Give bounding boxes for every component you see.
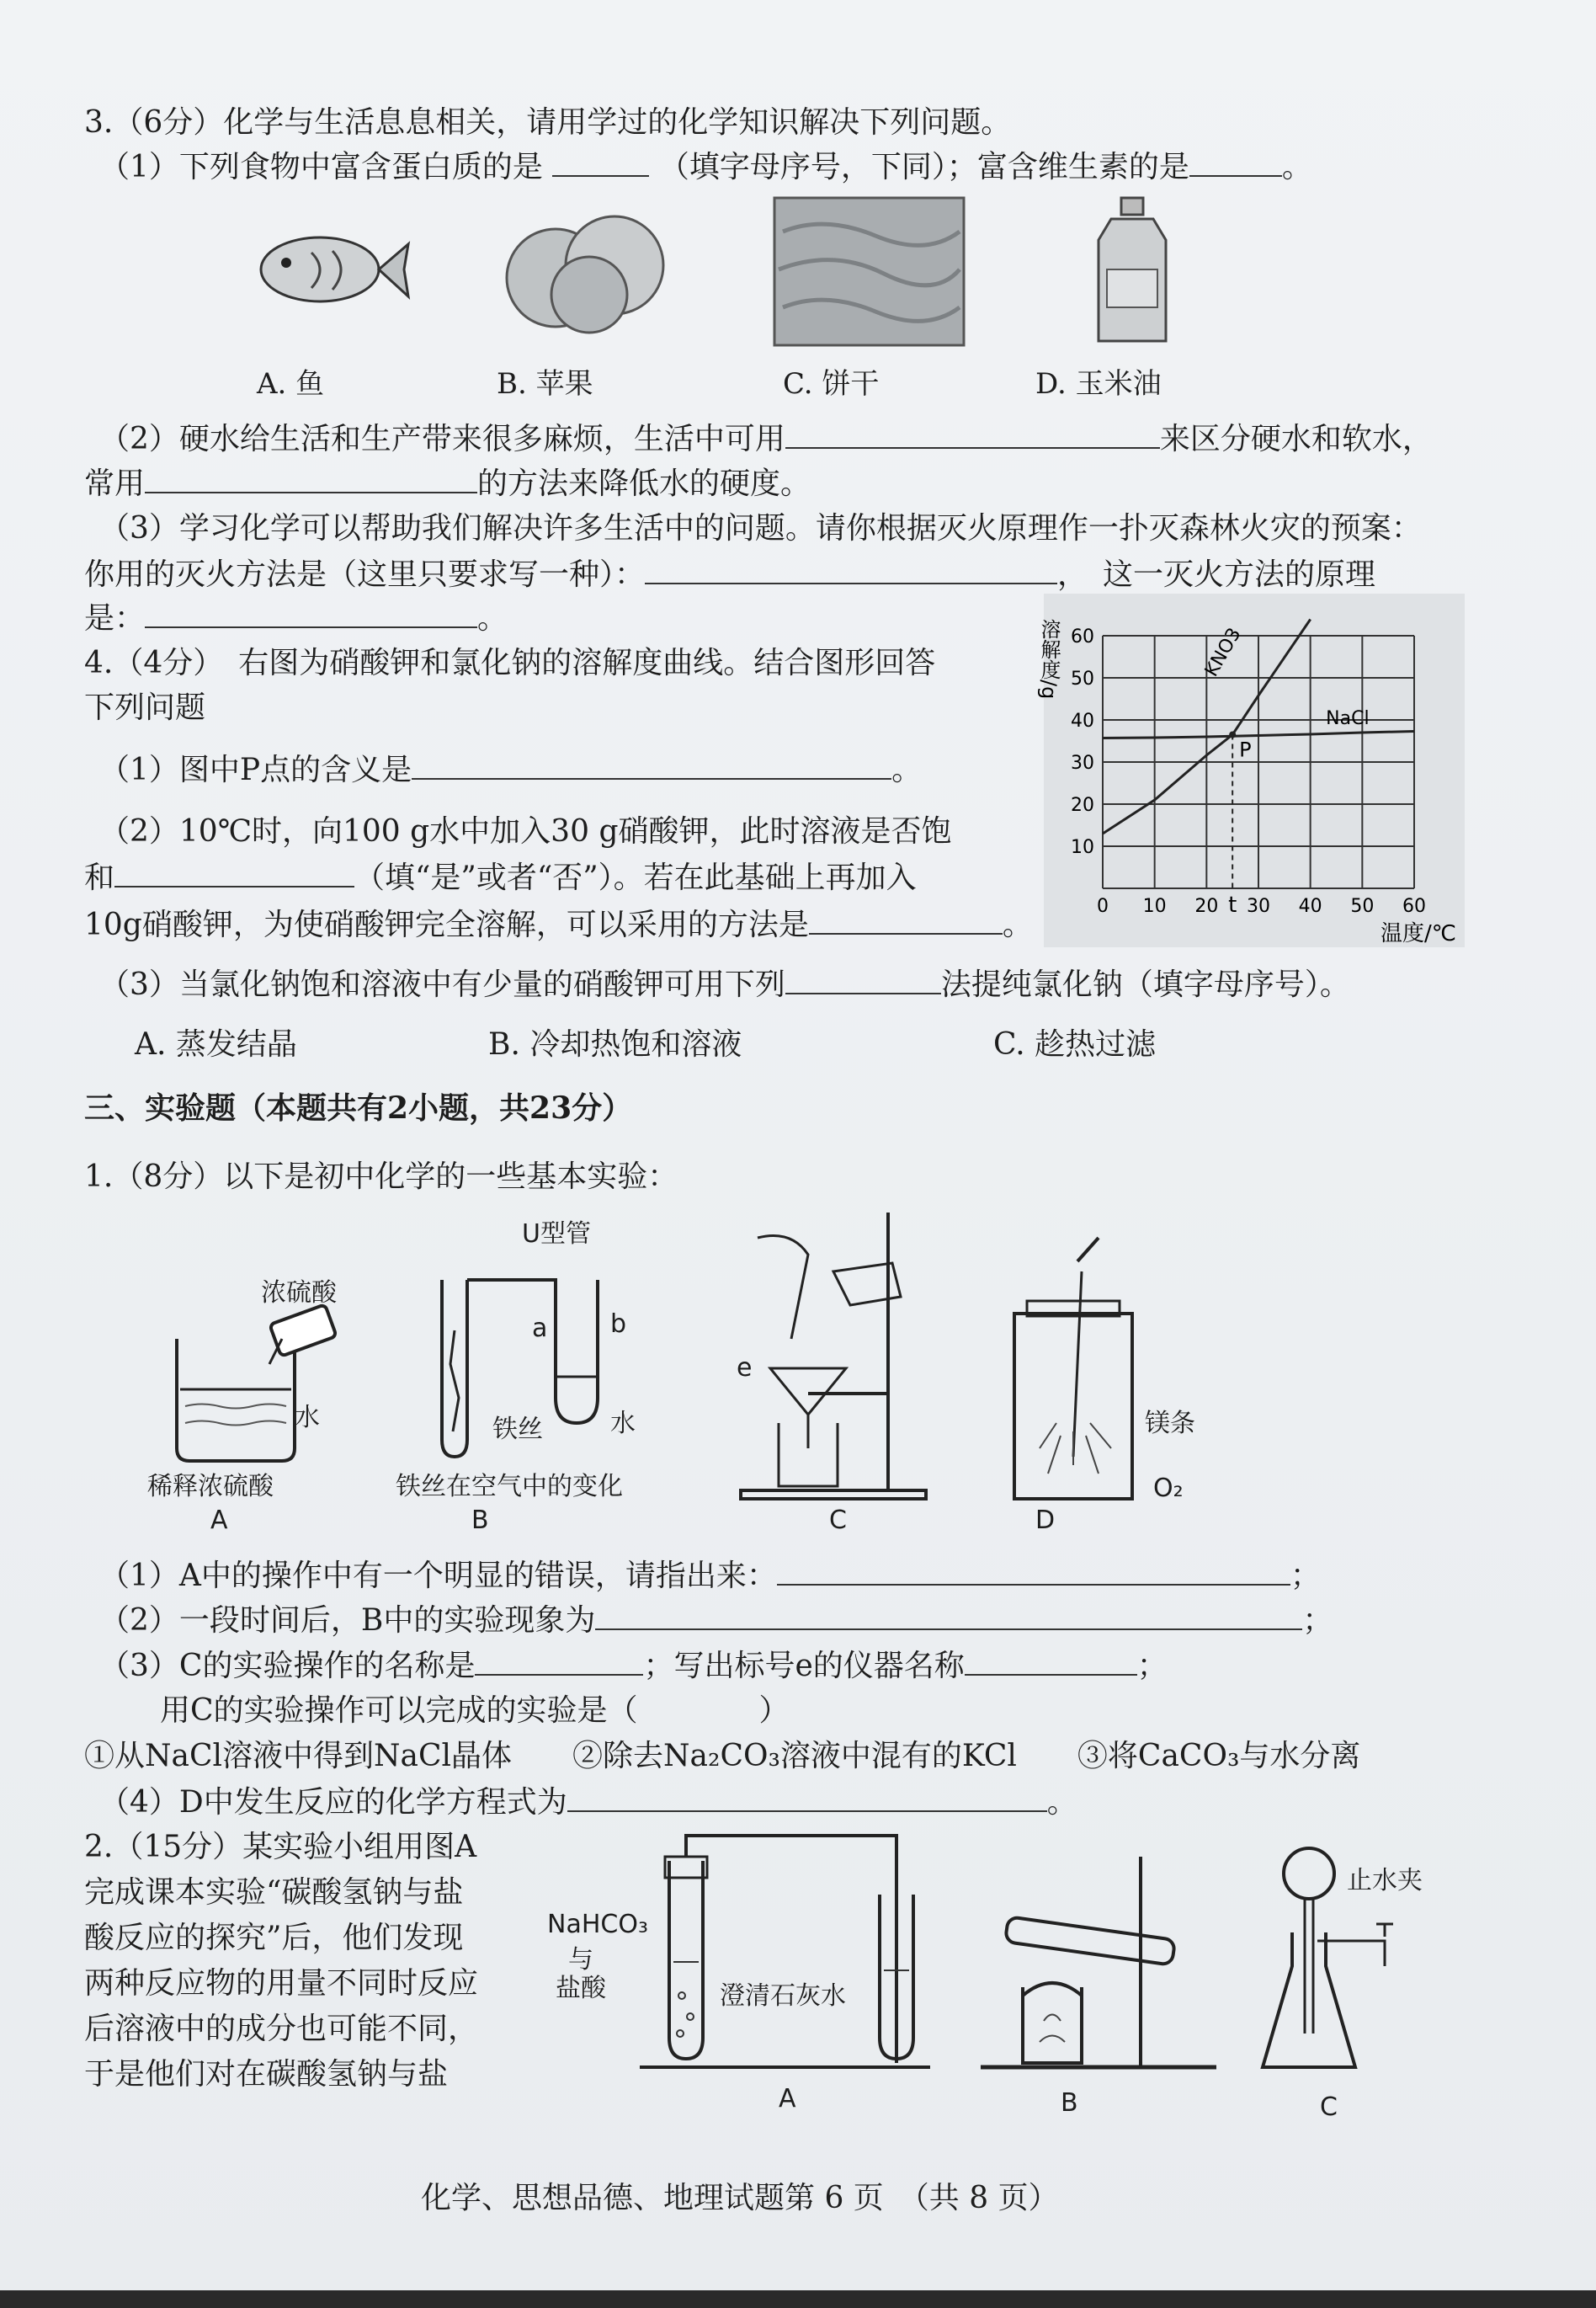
- q3-part3-end: [84, 596, 508, 641]
- food-label-a: A. 鱼: [257, 367, 325, 401]
- chart-background: [1044, 594, 1465, 947]
- series-label-kno3: KNO3: [1200, 624, 1246, 680]
- corn-oil-image: [1086, 194, 1178, 349]
- q4-title: 4.（4分） 右图为硝酸钾和氯化钠的溶解度曲线。结合图形回答: [84, 646, 936, 680]
- q3-p3-text-b: 你用的灭火方法是（这里只要求写一种）：: [84, 557, 646, 592]
- s3-q2-line6: 于是他们对在碳酸氢钠与盐: [84, 2057, 449, 2092]
- q4-part3: [99, 962, 1350, 1007]
- y-tick-label: 20: [1071, 795, 1094, 816]
- s3-q2-line5: 后溶液中的成分也可能不同，: [84, 2012, 479, 2046]
- answer-blank[interactable]: [785, 417, 1160, 449]
- q2-figure-a: [640, 1827, 943, 2088]
- q4-p3-text-a: （3）当氯化钠饱和溶液中有少量的硝酸钾可用下列: [99, 967, 785, 1002]
- answer-blank[interactable]: [777, 1554, 1290, 1586]
- s3-q2-line1: 2.（15分）某实验小组用图A: [84, 1830, 477, 1864]
- q2-letter-b: B: [1061, 2088, 1078, 2118]
- s3-q2-line4: 两种反应物的用量不同时反应: [84, 1966, 479, 2001]
- x-tick-label: 50: [1350, 896, 1375, 917]
- label-iron-wire: 铁丝: [492, 1415, 543, 1444]
- x-axis-label: 温度/℃: [1381, 921, 1456, 946]
- figure-letter-d: D: [1035, 1506, 1056, 1535]
- q1-p3-text-b: ；写出标号e的仪器名称: [643, 1649, 965, 1683]
- q1-p2-semi: ；: [1302, 1603, 1333, 1638]
- answer-blank[interactable]: [595, 1598, 1302, 1630]
- label-and: 与: [568, 1945, 593, 1975]
- q3-p3-text-c: ， 这一灭火方法的原理: [1057, 557, 1376, 592]
- q3-p2-text-d: 的方法来降低水的硬度。: [477, 466, 811, 501]
- s3-q1-part2: [99, 1598, 1333, 1643]
- apple-image: [492, 206, 678, 333]
- s3-q1-part3-cont: 用C的实验操作可以完成的实验是（ ）: [160, 1693, 790, 1728]
- answer-blank[interactable]: [412, 748, 891, 780]
- y-tick-label: 40: [1071, 711, 1094, 732]
- s3-q1-choices: ①从NaCl溶液中得到NaCl晶体 ②除去Na₂CO₃溶液中混有的KCl ③将CaCO₃与水分离: [84, 1739, 1361, 1773]
- answer-blank[interactable]: [567, 1780, 1047, 1812]
- solubility-chart: [1037, 594, 1465, 947]
- scan-edge: [0, 2290, 1596, 2308]
- q4-part2-cont: [84, 856, 917, 900]
- q3-p3-text-d: 是：: [84, 601, 146, 636]
- figure-letter-c: C: [829, 1506, 847, 1535]
- label-limewater: 澄清石灰水: [720, 1981, 846, 2011]
- q1-p2-text: （2）一段时间后，B中的实验现象为: [99, 1603, 596, 1638]
- q4-p1-end: 。: [891, 753, 923, 787]
- caption-a: 稀释浓硫酸: [147, 1472, 274, 1501]
- q3-p1-text-b: （填字母序号，下同）；富含维生素的是: [658, 150, 1189, 184]
- q3-part3: （3）学习化学可以帮助我们解决许多生活中的问题。请你根据灭火原理作一扑灭森林火灾的预案：: [99, 511, 1422, 546]
- answer-blank[interactable]: [145, 596, 477, 628]
- y-tick-label: 10: [1071, 837, 1094, 858]
- s3-q2-line2: 完成课本实验“碳酸氢钠与盐: [84, 1875, 464, 1910]
- y-tick-label: 50: [1071, 669, 1094, 690]
- q4-p2-text-d: 10g硝酸钾，为使硝酸钾完全溶解，可以采用的方法是: [84, 908, 809, 942]
- q3-part3-cont: [84, 552, 1375, 597]
- s3-q1-part1: [99, 1554, 1321, 1598]
- x-tick-label: t: [1228, 893, 1237, 918]
- figure-letter-b: B: [471, 1506, 489, 1535]
- q4-part2-end: [84, 903, 1033, 947]
- figure-a-dilution: [168, 1280, 354, 1482]
- food-label-d: D. 玉米油: [1035, 367, 1162, 401]
- label-conc-acid: 浓硫酸: [261, 1278, 337, 1308]
- label-side-b: b: [610, 1309, 627, 1339]
- q2-letter-a: A: [779, 2084, 796, 2113]
- q4-p2-text-c: （填“是”或者“否”）。若在此基础上再加入: [354, 861, 917, 895]
- x-tick-label: 10: [1142, 896, 1167, 917]
- series-label-nacl: NaCl: [1326, 708, 1370, 729]
- label-magnesium: 镁条: [1145, 1409, 1195, 1438]
- q3-part1: [99, 145, 1312, 189]
- q3-p1-end: 。: [1281, 150, 1312, 184]
- s3-q1-title: 1.（8分）以下是初中化学的一些基本实验：: [84, 1159, 678, 1194]
- x-tick-label: 0: [1097, 896, 1109, 917]
- label-oxygen: O₂: [1153, 1474, 1184, 1503]
- q4-option-b: B. 冷却热饱和溶液: [488, 1027, 742, 1062]
- answer-blank[interactable]: [785, 962, 941, 994]
- y-tick-label: 60: [1071, 626, 1094, 648]
- q1-p1-semi: ；: [1290, 1559, 1321, 1593]
- answer-blank[interactable]: [552, 145, 649, 177]
- q1-p3-semi: ；: [1136, 1649, 1168, 1683]
- q4-title-cont: 下列问题: [84, 690, 206, 725]
- answer-blank[interactable]: [1189, 145, 1282, 177]
- answer-blank[interactable]: [475, 1644, 643, 1676]
- answer-blank[interactable]: [645, 552, 1057, 584]
- q4-part1: [99, 748, 922, 792]
- s3-q2-line3: 酸反应的探究”后，他们发现: [84, 1921, 464, 1955]
- x-tick-label: 30: [1247, 896, 1270, 917]
- q2-figure-b: [972, 1852, 1225, 2088]
- label-u-tube: U型管: [522, 1219, 591, 1249]
- q4-p2-text-b: 和: [84, 861, 115, 895]
- q1-p1-text: （1）A中的操作中有一个明显的错误，请指出来：: [99, 1559, 777, 1593]
- x-tick-label: 20: [1194, 896, 1219, 917]
- page-footer: 化学、思想品德、地理试题第 6 页 （共 8 页）: [421, 2181, 1059, 2215]
- label-side-a: a: [532, 1314, 548, 1343]
- q1-p4-period: 。: [1046, 1785, 1077, 1820]
- caption-b: 铁丝在空气中的变化: [396, 1472, 623, 1501]
- q4-p3-text-b: 法提纯氯化钠（填字母序号）。: [940, 967, 1350, 1002]
- x-tick-label: 40: [1298, 896, 1322, 917]
- label-clamp: 止水夹: [1347, 1866, 1423, 1895]
- q4-p1-text: （1）图中P点的含义是: [99, 753, 412, 787]
- q4-option-a: A. 蒸发结晶: [135, 1027, 297, 1062]
- fish-image: [253, 219, 412, 320]
- y-axis-label: 溶解度/g: [1037, 619, 1061, 700]
- q4-part2: （2）10℃时，向100 g水中加入30 g硝酸钾，此时溶液是否饱: [99, 814, 952, 849]
- figure-letter-a: A: [210, 1506, 228, 1535]
- q3-part2: [99, 417, 1433, 461]
- q3-title: 3.（6分）化学与生活息息相关，请用学过的化学知识解决下列问题。: [84, 105, 1012, 140]
- food-label-b: B. 苹果: [497, 367, 593, 401]
- food-label-c: C. 饼干: [783, 367, 880, 401]
- label-e: e: [737, 1353, 753, 1383]
- answer-blank[interactable]: [809, 903, 1003, 935]
- answer-blank[interactable]: [145, 461, 477, 493]
- q3-p2-text-b: 来区分硬水和软水，: [1159, 422, 1433, 456]
- label-water-a: 水: [295, 1403, 320, 1432]
- q3-part2-cont: [84, 461, 811, 506]
- point-p-label: P: [1239, 738, 1252, 762]
- q4-option-c: C. 趁热过滤: [993, 1027, 1157, 1062]
- x-tick-label: 60: [1402, 896, 1426, 917]
- section3-title: 三、实验题（本题共有2小题，共23分）: [84, 1090, 633, 1126]
- s3-q1-part4: [99, 1780, 1077, 1825]
- answer-blank[interactable]: [965, 1644, 1137, 1676]
- figure-c-filtration: [724, 1204, 943, 1507]
- q3-p2-text-a: （2）硬水给生活和生产带来很多麻烦，生活中可用: [99, 422, 785, 456]
- label-water-b: 水: [610, 1409, 636, 1438]
- point-p: [1229, 732, 1236, 738]
- figure-d-combustion: [989, 1255, 1157, 1507]
- q3-p3-end: 。: [477, 601, 508, 636]
- q2-letter-c: C: [1320, 2092, 1338, 2122]
- s3-q1-part3: [99, 1644, 1168, 1688]
- q1-p4-text: （4）D中发生反应的化学方程式为: [99, 1785, 567, 1820]
- q1-p3-text-a: （3）C的实验操作的名称是: [99, 1649, 476, 1683]
- label-hcl: 盐酸: [556, 1974, 606, 2003]
- y-tick-label: 30: [1071, 753, 1094, 774]
- answer-blank[interactable]: [114, 856, 354, 887]
- q4-p2-end: 。: [1002, 908, 1033, 942]
- label-nahco3: NaHCO₃: [547, 1910, 648, 1939]
- q3-p2-text-c: 常用: [84, 466, 146, 501]
- biscuit-image: [774, 198, 964, 345]
- q3-p1-text-a: （1）下列食物中富含蛋白质的是: [99, 150, 543, 184]
